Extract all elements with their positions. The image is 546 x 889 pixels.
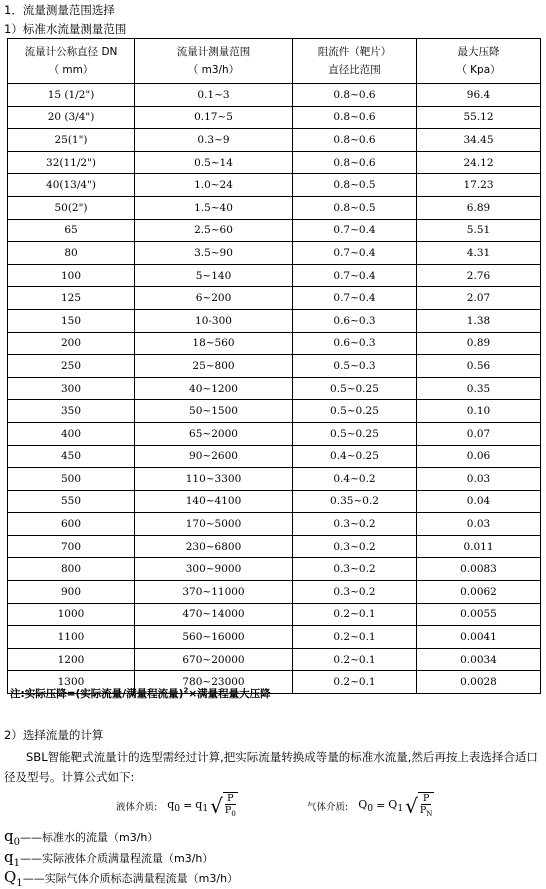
cell-ratio: 0.8~0.6: [293, 84, 417, 107]
table-row: [8, 287, 541, 310]
cell-pressure-drop: 0.0083: [417, 558, 541, 581]
cell-range: 10-300: [135, 309, 293, 332]
cell-range: 18~560: [135, 332, 293, 355]
legend-Q1: $Q_1——$实际气体介质标态满量程流量（m3/h）: [4, 868, 239, 889]
cell-ratio: 0.2~0.1: [293, 671, 417, 694]
cell-pressure-drop: 24.12: [417, 151, 541, 174]
subsection-1-title: 1）标准水流量测量范围: [4, 22, 127, 36]
cell-range: 140~4100: [135, 490, 293, 513]
cell-ratio: 0.7~0.4: [293, 219, 417, 242]
cell-dn: 1000: [8, 603, 135, 626]
table-row: [8, 558, 541, 581]
cell-range: 230~6800: [135, 535, 293, 558]
table-row: [8, 445, 541, 468]
cell-dn: 50(2"): [8, 196, 135, 219]
cell-pressure-drop: 0.0028: [417, 671, 541, 694]
cell-dn: 800: [8, 558, 135, 581]
table-row: [8, 535, 541, 558]
cell-pressure-drop: 6.89: [417, 196, 541, 219]
cell-dn: 100: [8, 264, 135, 287]
cell-range: 1.5~40: [135, 196, 293, 219]
cell-range: 0.5~14: [135, 151, 293, 174]
cell-range: 2.5~60: [135, 219, 293, 242]
cell-dn: 250: [8, 355, 135, 378]
cell-ratio: 0.35~0.2: [293, 490, 417, 513]
cell-dn: 80: [8, 242, 135, 265]
cell-dn: 1200: [8, 648, 135, 671]
cell-dn: 200: [8, 332, 135, 355]
gas-formula-label: 气体介质:: [307, 801, 349, 813]
cell-dn: 400: [8, 422, 135, 445]
cell-range: 40~1200: [135, 377, 293, 400]
table-row: [8, 106, 541, 129]
cell-dn: 150: [8, 309, 135, 332]
table-row: [8, 219, 541, 242]
cell-ratio: 0.2~0.1: [293, 648, 417, 671]
cell-pressure-drop: 2.76: [417, 264, 541, 287]
table-row: [8, 422, 541, 445]
cell-range: 170~5000: [135, 513, 293, 536]
cell-ratio: 0.2~0.1: [293, 603, 417, 626]
cell-pressure-drop: 4.31: [417, 242, 541, 265]
header-range: 流量计测量范围 （ m3/h）: [135, 39, 293, 84]
cell-ratio: 0.8~0.6: [293, 151, 417, 174]
table-row: [8, 648, 541, 671]
cell-range: 470~14000: [135, 603, 293, 626]
table-row: [8, 490, 541, 513]
cell-pressure-drop: 0.06: [417, 445, 541, 468]
cell-range: 5~140: [135, 264, 293, 287]
table-row: [8, 377, 541, 400]
cell-range: 50~1500: [135, 400, 293, 423]
cell-dn: 20 (3/4"): [8, 106, 135, 129]
cell-pressure-drop: 96.4: [417, 84, 541, 107]
cell-range: 0.17~5: [135, 106, 293, 129]
cell-dn: 15 (1/2"): [8, 84, 135, 107]
cell-range: 560~16000: [135, 626, 293, 649]
table-row: [8, 264, 541, 287]
cell-ratio: 0.6~0.3: [293, 309, 417, 332]
cell-dn: 700: [8, 535, 135, 558]
cell-ratio: 0.8~0.5: [293, 196, 417, 219]
table-row: [8, 513, 541, 536]
liquid-formula-label: 液体介质:: [116, 801, 158, 813]
cell-ratio: 0.3~0.2: [293, 513, 417, 536]
cell-range: 370~11000: [135, 581, 293, 604]
cell-pressure-drop: 0.0041: [417, 626, 541, 649]
header-pressure-drop: 最大压降 （ Kpa）: [417, 39, 541, 84]
cell-pressure-drop: 0.89: [417, 332, 541, 355]
cell-pressure-drop: 34.45: [417, 129, 541, 152]
cell-pressure-drop: 55.12: [417, 106, 541, 129]
flow-range-table: [7, 38, 541, 694]
cell-pressure-drop: 17.23: [417, 174, 541, 197]
cell-pressure-drop: 0.0062: [417, 581, 541, 604]
cell-ratio: 0.8~0.6: [293, 106, 417, 129]
cell-pressure-drop: 0.03: [417, 468, 541, 491]
cell-dn: 40(13/4"): [8, 174, 135, 197]
cell-range: 110~3300: [135, 468, 293, 491]
cell-dn: 25(1"): [8, 129, 135, 152]
cell-dn: 900: [8, 581, 135, 604]
sqrt-symbol: √ $\frac{P}{P_0}$: [210, 793, 236, 818]
cell-ratio: 0.5~0.3: [293, 355, 417, 378]
cell-ratio: 0.4~0.25: [293, 445, 417, 468]
table-row: [8, 603, 541, 626]
cell-pressure-drop: 0.03: [417, 513, 541, 536]
cell-range: 0.3~9: [135, 129, 293, 152]
liquid-fraction: $\frac{P}{P_0}$: [224, 793, 236, 818]
cell-pressure-drop: 0.0055: [417, 603, 541, 626]
cell-dn: 65: [8, 219, 135, 242]
cell-range: 670~20000: [135, 648, 293, 671]
legend-q1: $q_1——$实际液体介质满量程流量（m3/h）: [4, 848, 214, 869]
cell-ratio: 0.7~0.4: [293, 287, 417, 310]
table-row: [8, 174, 541, 197]
cell-pressure-drop: 0.011: [417, 535, 541, 558]
cell-ratio: 0.3~0.2: [293, 558, 417, 581]
cell-range: 6~200: [135, 287, 293, 310]
cell-pressure-drop: 1.38: [417, 309, 541, 332]
table-row: [8, 151, 541, 174]
header-dn: 流量计公称直径 DN （ mm）: [8, 39, 135, 84]
cell-range: 0.1~3: [135, 84, 293, 107]
table-row: [8, 332, 541, 355]
table-row: [8, 196, 541, 219]
cell-ratio: 0.6~0.3: [293, 332, 417, 355]
cell-pressure-drop: 0.04: [417, 490, 541, 513]
table-row: [8, 309, 541, 332]
cell-pressure-drop: 0.56: [417, 355, 541, 378]
cell-dn: 450: [8, 445, 135, 468]
cell-pressure-drop: 2.07: [417, 287, 541, 310]
paragraph-line-2: 径及型号。计算公式如下:: [4, 770, 135, 784]
cell-ratio: 0.7~0.4: [293, 242, 417, 265]
table-row: [8, 626, 541, 649]
header-ratio: 阻流件（靶片） 直径比范围: [293, 39, 417, 84]
cell-pressure-drop: 5.51: [417, 219, 541, 242]
cell-pressure-drop: 0.35: [417, 377, 541, 400]
table-header-row: [8, 39, 541, 84]
cell-dn: 500: [8, 468, 135, 491]
cell-dn: 300: [8, 377, 135, 400]
cell-ratio: 0.2~0.1: [293, 626, 417, 649]
table-row: [8, 129, 541, 152]
cell-ratio: 0.3~0.2: [293, 535, 417, 558]
table-row: [8, 84, 541, 107]
cell-range: 90~2600: [135, 445, 293, 468]
cell-range: 65~2000: [135, 422, 293, 445]
cell-range: 25~800: [135, 355, 293, 378]
cell-ratio: 0.8~0.6: [293, 129, 417, 152]
cell-dn: 32(11/2"): [8, 151, 135, 174]
section-1-title: 1．流量测量范围选择: [4, 3, 115, 17]
table-row: [8, 400, 541, 423]
cell-ratio: 0.4~0.2: [293, 468, 417, 491]
table-row: [8, 581, 541, 604]
cell-range: 300~9000: [135, 558, 293, 581]
cell-dn: 1300: [8, 671, 135, 694]
table-row: [8, 468, 541, 491]
table-row: [8, 242, 541, 265]
cell-ratio: 0.7~0.4: [293, 264, 417, 287]
table-row: [8, 355, 541, 378]
paragraph-line-1: SBL智能靶式流量计的选型需经过计算,把实际流量转换成等量的标准水流量,然后再按上表选择合适口: [26, 750, 538, 764]
cell-range: 1.0~24: [135, 174, 293, 197]
cell-pressure-drop: 0.07: [417, 422, 541, 445]
cell-pressure-drop: 0.0034: [417, 648, 541, 671]
cell-ratio: 0.5~0.25: [293, 377, 417, 400]
cell-ratio: 0.8~0.5: [293, 174, 417, 197]
cell-dn: 600: [8, 513, 135, 536]
cell-dn: 1100: [8, 626, 135, 649]
cell-dn: 125: [8, 287, 135, 310]
table-note: 注:实际压降=(实际流量/满量程流量)$^2$×满量程量大压降: [10, 686, 271, 700]
cell-range: 3.5~90: [135, 242, 293, 265]
cell-dn: 550: [8, 490, 135, 513]
cell-range: 780~23000: [135, 671, 293, 694]
gas-fraction: $\frac{P}{P_N}$: [419, 793, 433, 818]
cell-ratio: 0.5~0.25: [293, 400, 417, 423]
gas-formula: 气体介质: $Q_0$ = $Q_1$ √ $\frac{P}{P_N}$: [307, 793, 433, 818]
sqrt-symbol: √ $\frac{P}{P_N}$: [405, 793, 433, 818]
cell-dn: 350: [8, 400, 135, 423]
liquid-formula: 液体介质: $q_0$ = $q_1$ √ $\frac{P}{P_0}$: [116, 793, 236, 818]
legend-q0: $q_0——$标准水的流量（m3/h）: [4, 827, 159, 848]
cell-ratio: 0.3~0.2: [293, 581, 417, 604]
cell-pressure-drop: 0.10: [417, 400, 541, 423]
cell-ratio: 0.5~0.25: [293, 422, 417, 445]
section-2-title: 2）选择流量的计算: [4, 728, 104, 742]
